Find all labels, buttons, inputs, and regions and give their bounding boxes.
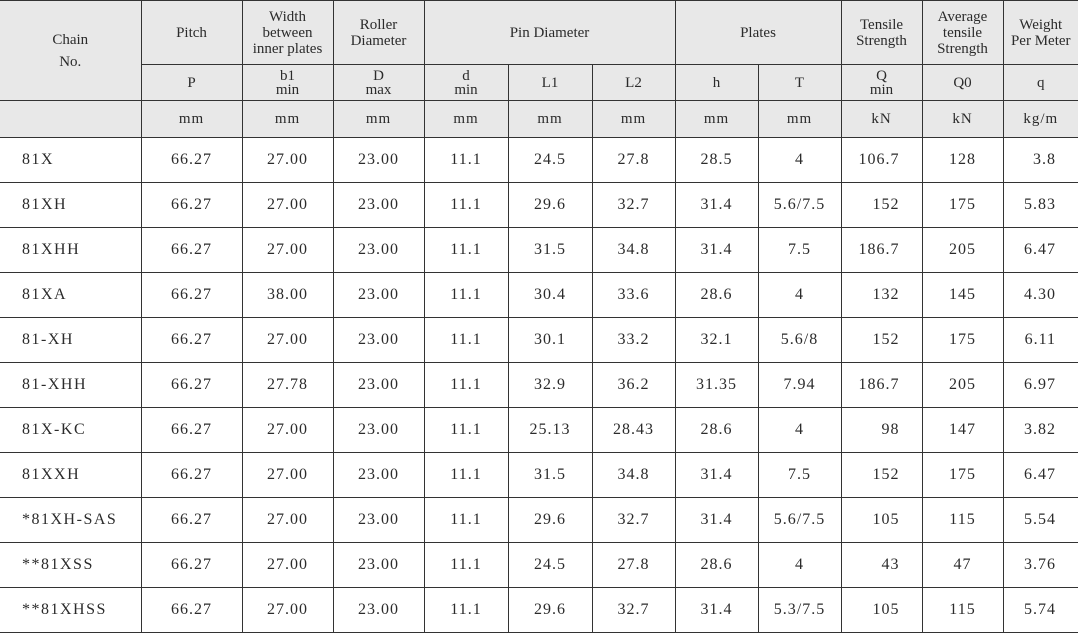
value-cell: 27.00 [242,228,333,273]
value-cell: 152 [841,453,922,498]
value-cell: 4 [758,408,841,453]
value-cell: 4.30 [1003,273,1078,318]
chain-no-cell: 81X-KC [0,408,141,453]
value-cell: 7.94 [758,363,841,408]
value-cell: 31.35 [675,363,758,408]
value-cell: 3.8 [1003,138,1078,183]
value-cell: 25.13 [508,408,592,453]
value-cell: 128 [922,138,1003,183]
unit-cell: mm [508,101,592,138]
value-cell: 28.5 [675,138,758,183]
value-cell: 28.6 [675,408,758,453]
header-plates: Plates [675,1,841,65]
value-cell: 28.43 [592,408,675,453]
value-cell: 23.00 [333,228,424,273]
value-cell: 11.1 [424,273,508,318]
chain-no-cell: *81XH-SAS [0,498,141,543]
value-cell: 66.27 [141,453,242,498]
unit-cell-empty [0,101,141,138]
unit-cell: mm [675,101,758,138]
value-cell: 23.00 [333,273,424,318]
value-cell: 7.5 [758,228,841,273]
value-cell: 6.47 [1003,228,1078,273]
header-row-symbols [0,65,1078,101]
value-cell: 23.00 [333,453,424,498]
value-cell: 5.54 [1003,498,1078,543]
value-cell: 4 [758,138,841,183]
chain-no-cell: 81XH [0,183,141,228]
value-cell: 24.5 [508,138,592,183]
value-cell: 6.47 [1003,453,1078,498]
value-cell: 66.27 [141,183,242,228]
header-average-tensile-strength: Average tensile Strength [922,1,1003,65]
value-cell: 186.7 [841,363,922,408]
table-row [0,273,1078,318]
value-cell: 27.00 [242,543,333,588]
value-cell: 29.6 [508,588,592,633]
header-width: Width between inner plates [242,1,333,65]
header-row-titles [0,1,1078,65]
value-cell: 23.00 [333,318,424,363]
value-cell: 205 [922,363,1003,408]
chain-no-cell: 81-XH [0,318,141,363]
table-row [0,138,1078,183]
value-cell: 31.4 [675,453,758,498]
value-cell: 34.8 [592,453,675,498]
table-row [0,543,1078,588]
table-row [0,183,1078,228]
value-cell: 3.76 [1003,543,1078,588]
table-row [0,453,1078,498]
value-cell: 23.00 [333,543,424,588]
value-cell: 47 [922,543,1003,588]
value-cell: 33.6 [592,273,675,318]
value-cell: 3.82 [1003,408,1078,453]
value-cell: 115 [922,498,1003,543]
value-cell: 11.1 [424,543,508,588]
value-cell: 66.27 [141,588,242,633]
value-cell: 4 [758,543,841,588]
value-cell: 23.00 [333,498,424,543]
header-pin-diameter: Pin Diameter [424,1,675,65]
value-cell: 28.6 [675,273,758,318]
table-row [0,498,1078,543]
symbol-cell: Q min [841,65,922,101]
value-cell: 175 [922,453,1003,498]
value-cell: 33.2 [592,318,675,363]
value-cell: 66.27 [141,273,242,318]
table-row [0,363,1078,408]
value-cell: 11.1 [424,498,508,543]
symbol-cell: b1 min [242,65,333,101]
value-cell: 115 [922,588,1003,633]
value-cell: 6.97 [1003,363,1078,408]
header-tensile-strength: Tensile Strength [841,1,922,65]
value-cell: 105 [841,588,922,633]
unit-cell: kN [841,101,922,138]
value-cell: 152 [841,318,922,363]
chain-no-cell: 81-XHH [0,363,141,408]
chain-no-cell: 81X [0,138,141,183]
value-cell: 27.00 [242,138,333,183]
value-cell: 66.27 [141,318,242,363]
value-cell: 32.9 [508,363,592,408]
value-cell: 11.1 [424,318,508,363]
unit-cell: mm [333,101,424,138]
value-cell: 5.6/7.5 [758,183,841,228]
value-cell: 34.8 [592,228,675,273]
header-chain-no: Chain No. [0,1,141,101]
chain-no-cell: 81XXH [0,453,141,498]
value-cell: 175 [922,183,1003,228]
value-cell: 31.4 [675,183,758,228]
value-cell: 27.8 [592,543,675,588]
table-row [0,588,1078,633]
value-cell: 32.7 [592,498,675,543]
symbol-cell: P [141,65,242,101]
value-cell: 186.7 [841,228,922,273]
symbol-cell: L1 [508,65,592,101]
value-cell: 5.6/8 [758,318,841,363]
value-cell: 11.1 [424,138,508,183]
value-cell: 66.27 [141,543,242,588]
value-cell: 66.27 [141,363,242,408]
value-cell: 30.4 [508,273,592,318]
value-cell: 175 [922,318,1003,363]
value-cell: 145 [922,273,1003,318]
value-cell: 147 [922,408,1003,453]
value-cell: 32.1 [675,318,758,363]
value-cell: 23.00 [333,138,424,183]
unit-cell: mm [758,101,841,138]
value-cell: 24.5 [508,543,592,588]
value-cell: 66.27 [141,228,242,273]
value-cell: 29.6 [508,183,592,228]
symbol-cell: T [758,65,841,101]
symbol-cell: d min [424,65,508,101]
value-cell: 31.4 [675,588,758,633]
unit-cell: mm [592,101,675,138]
header-row-units [0,101,1078,138]
chain-no-cell: **81XSS [0,543,141,588]
value-cell: 66.27 [141,408,242,453]
value-cell: 31.5 [508,453,592,498]
value-cell: 5.3/7.5 [758,588,841,633]
value-cell: 5.83 [1003,183,1078,228]
table-row [0,228,1078,273]
value-cell: 27.00 [242,183,333,228]
value-cell: 11.1 [424,588,508,633]
value-cell: 152 [841,183,922,228]
value-cell: 4 [758,273,841,318]
value-cell: 23.00 [333,183,424,228]
value-cell: 66.27 [141,138,242,183]
unit-cell: mm [141,101,242,138]
value-cell: 132 [841,273,922,318]
value-cell: 32.7 [592,183,675,228]
value-cell: 23.00 [333,363,424,408]
unit-cell: mm [424,101,508,138]
value-cell: 11.1 [424,183,508,228]
value-cell: 11.1 [424,453,508,498]
value-cell: 31.5 [508,228,592,273]
value-cell: 6.11 [1003,318,1078,363]
value-cell: 11.1 [424,228,508,273]
value-cell: 27.00 [242,498,333,543]
unit-cell: kN [922,101,1003,138]
symbol-cell: D max [333,65,424,101]
value-cell: 32.7 [592,588,675,633]
value-cell: 30.1 [508,318,592,363]
value-cell: 27.78 [242,363,333,408]
table-row [0,408,1078,453]
value-cell: 11.1 [424,408,508,453]
chain-no-cell: **81XHSS [0,588,141,633]
value-cell: 29.6 [508,498,592,543]
value-cell: 27.8 [592,138,675,183]
symbol-cell: h [675,65,758,101]
value-cell: 27.00 [242,453,333,498]
symbol-cell: q [1003,65,1078,101]
value-cell: 28.6 [675,543,758,588]
value-cell: 105 [841,498,922,543]
value-cell: 106.7 [841,138,922,183]
value-cell: 38.00 [242,273,333,318]
symbol-cell: L2 [592,65,675,101]
value-cell: 27.00 [242,588,333,633]
value-cell: 27.00 [242,318,333,363]
header-roller-diameter: Roller Diameter [333,1,424,65]
header-pitch: Pitch [141,1,242,65]
value-cell: 31.4 [675,498,758,543]
value-cell: 27.00 [242,408,333,453]
value-cell: 23.00 [333,408,424,453]
value-cell: 98 [841,408,922,453]
chain-no-cell: 81XA [0,273,141,318]
value-cell: 36.2 [592,363,675,408]
unit-cell: mm [242,101,333,138]
table-body [0,138,1078,633]
chain-no-cell: 81XHH [0,228,141,273]
value-cell: 31.4 [675,228,758,273]
symbol-cell: Q0 [922,65,1003,101]
value-cell: 66.27 [141,498,242,543]
value-cell: 11.1 [424,363,508,408]
value-cell: 5.6/7.5 [758,498,841,543]
value-cell: 5.74 [1003,588,1078,633]
unit-cell: kg/m [1003,101,1078,138]
value-cell: 23.00 [333,588,424,633]
header-weight-per-meter: Weight Per Meter [1003,1,1078,65]
value-cell: 205 [922,228,1003,273]
value-cell: 7.5 [758,453,841,498]
value-cell: 43 [841,543,922,588]
table-row [0,318,1078,363]
